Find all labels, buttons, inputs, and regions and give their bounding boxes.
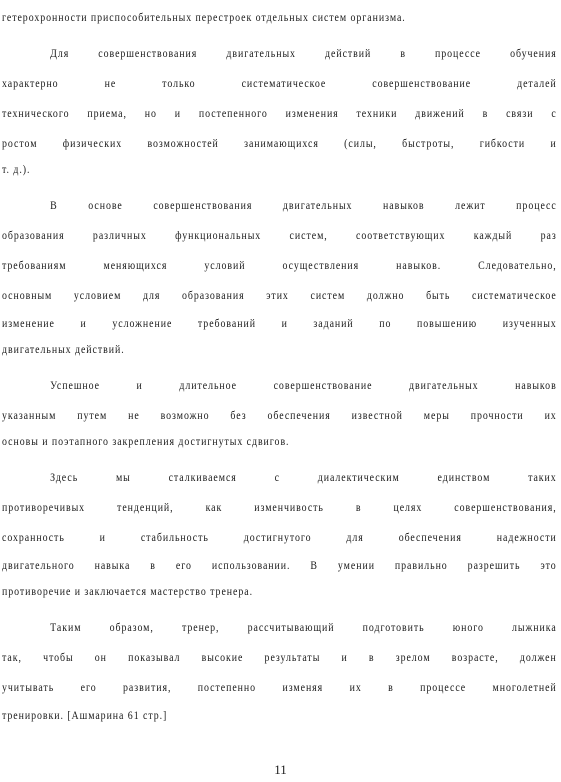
text-line: тренировки. [Ашмарина 61 стр.] [2,710,168,722]
text-line: указанным путем не возможно без обеспечения известной меры прочности их [2,410,557,422]
text-line: требованиям меняющихся условий осуществления навыков. Следовательно, [2,260,557,272]
text-line: основы и поэтапного закрепления достигнутых сдвигов. [2,436,290,448]
text-line: Для совершенствования двигательных действий в процессе обучения [50,48,557,60]
text-line: Успешное и длительное совершенствование двигательных навыков [50,380,557,392]
text-line: сохранность и стабильность достигнутого для обеспечения надежности [2,532,557,544]
text-line: основным условием для образования этих систем должно быть систематическое [2,290,557,302]
text-line: т. д.). [2,164,31,176]
text-line: противоречивых тенденций, как изменчивость в целях совершенствования, [2,502,557,514]
text-line: двигательного навыка в его использовании. В умении правильно разрешить это [2,560,557,572]
text-line: гетерохронности приспособительных перестроек отдельных систем организма. [2,12,406,24]
page-number: 11 [274,762,287,777]
text-line: образования различных функциональных систем, соответствующих каждый раз [2,230,557,242]
text-line: характерно не только систематическое совершенствование деталей [2,78,557,90]
text-line: Таким образом, тренер, рассчитывающий подготовить юного лыжника [50,622,557,634]
text-line: двигательных действий. [2,344,125,356]
text-line: ростом физических возможностей занимающихся (силы, быстроты, гибкости и [2,138,557,150]
text-line: изменение и усложнение требований и заданий по повышению изученных [2,318,557,330]
text-line: В основе совершенствования двигательных навыков лежит процесс [50,200,557,212]
text-line: Здесь мы сталкиваемся с диалектическим единством таких [50,472,557,484]
text-line: учитывать его развития, постепенно изменяя их в процессе многолетней [2,682,557,694]
text-line: так, чтобы он показывал высокие результаты и в зрелом возрасте, должен [2,652,557,664]
text-line: технического приема, но и постепенного изменения техники движений в связи с [2,108,557,120]
text-line: противоречие и заключается мастерство тренера. [2,586,253,598]
